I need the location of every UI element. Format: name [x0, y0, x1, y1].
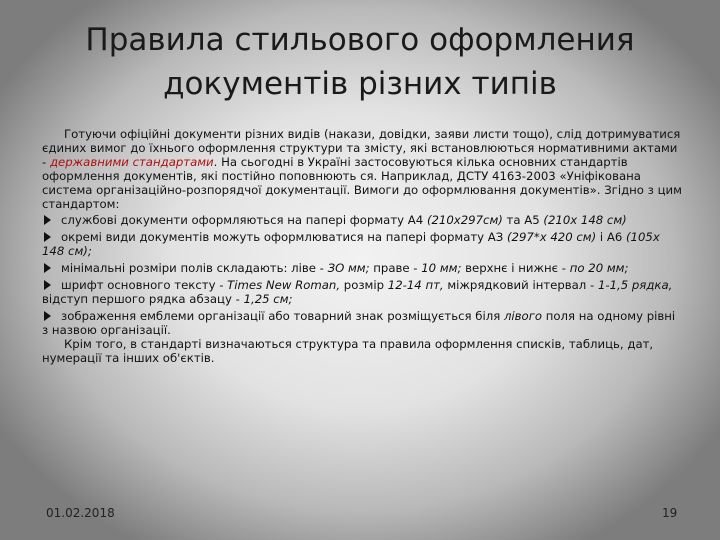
closing-paragraph: Крім того, в стандарті визначаються структура та правила оформлення списків, таблиць, дат, нумерації та інших об'єктів. [42, 336, 654, 365]
bullet-item [42, 310, 684, 338]
bullet-italic: 1,25 см; [243, 291, 293, 306]
bullet-text: поля на одному рівні з назвою організації. [42, 308, 676, 337]
bullet-italic: (297*х 420 см) [507, 230, 597, 245]
bullet-arrow-icon [44, 280, 51, 290]
footer-date: 01.02.2018 [46, 506, 115, 520]
bullet-italic: по 20 мм; [569, 261, 629, 276]
bullet-text: міжрядковий інтервал - [443, 278, 598, 293]
bullet-text: праве - [369, 261, 422, 276]
bullet-text: верхнє і нижнє - [461, 261, 570, 276]
bullet-text: та А5 [502, 213, 544, 228]
slide-body [42, 128, 684, 366]
intro-text-2: . На сьогодні в Україні застосовуються кілька основних стандартів оформлення документів, які постійно поповнюють ся. Наприклад, ДСТУ 4163-2003 «Уніфікована система організаційно-розпорядчої документації. Вимоги до оформлювання документів». Згідно з цим стандартом: [42, 154, 682, 211]
bullet-arrow-icon [44, 232, 51, 242]
bullet-arrow-icon [44, 263, 51, 273]
bullet-text: мінімальні розміри полів складають: ліве - [61, 261, 328, 276]
intro-highlight: державними стандартами [49, 154, 214, 169]
bullet-italic: 10 мм; [421, 261, 462, 276]
bullet-italic: (105x 148 см); [42, 230, 660, 259]
bullet-italic: (210x 148 см) [543, 213, 627, 228]
bullet-italic: 12-14 пт, [387, 278, 444, 293]
bullet-text: окремі види документів можуть оформлюватися на папері формату АЗ [61, 230, 507, 245]
intro-text-1: Готуючи офіційні документи різних видів (накази, довідки, заяви листи тощо), слід дотримуватися єдиних вимог до їхнього оформлення структури та змісту, які встановлюються нормативними актами - [42, 127, 681, 169]
bullet-arrow-icon [44, 215, 51, 225]
bullet-text: шрифт основного тексту - [61, 278, 228, 293]
title-line-2: документів різних типів [163, 66, 557, 102]
page-number: 19 [662, 506, 678, 520]
bullet-italic: (210x297см) [426, 213, 503, 228]
bullet-item [42, 279, 684, 307]
bullet-text: службові документи оформляються на папері формату А4 [61, 213, 427, 228]
slide-title [40, 18, 680, 106]
bullet-item [42, 231, 684, 259]
bullet-text: відступ першого рядка абзацу - [42, 291, 244, 306]
bullet-item [42, 262, 684, 276]
bullet-italic: лівого [503, 308, 543, 323]
bullet-text: і А6 [596, 230, 626, 245]
bullet-italic: 1-1,5 рядка, [597, 278, 673, 293]
bullet-arrow-icon [44, 311, 51, 321]
title-line-1: Правила стильового оформления [85, 22, 635, 58]
bullet-italic: ЗО мм; [327, 261, 370, 276]
bullet-text: зображення емблеми організації або товарний знак розміщується біля [61, 308, 504, 323]
bullet-text: розмір [340, 278, 388, 293]
intro-paragraph [42, 128, 684, 211]
bullet-italic: Times New Roman, [227, 278, 341, 293]
bullet-item [42, 214, 684, 228]
